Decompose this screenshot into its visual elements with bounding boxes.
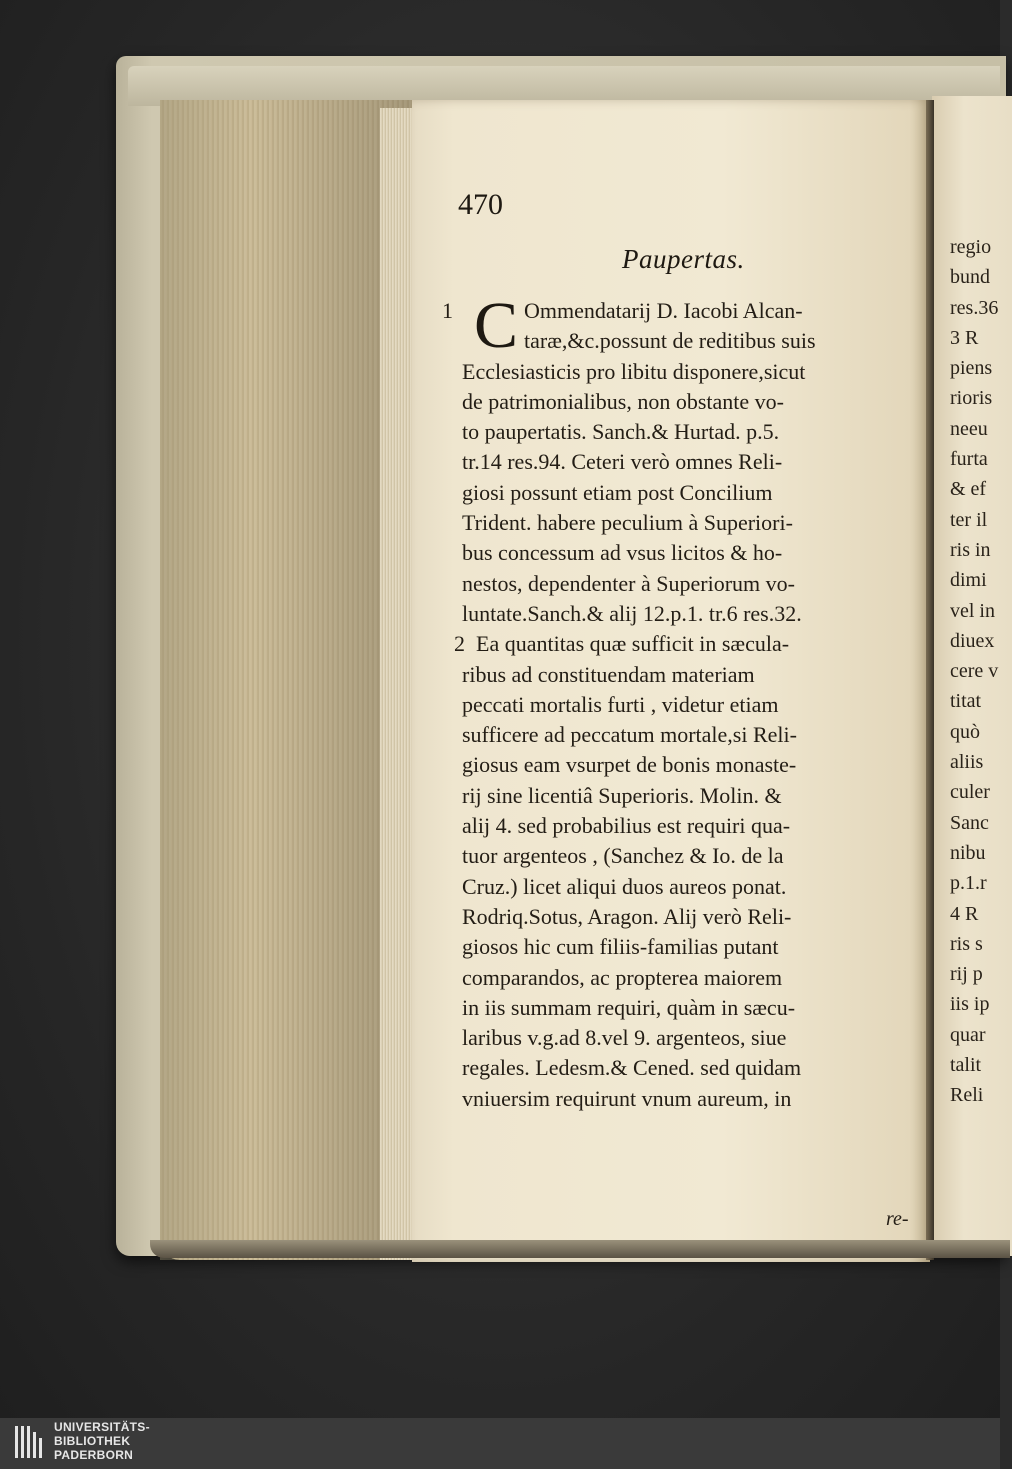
paragraph-number: 1 <box>442 298 453 323</box>
text-line <box>462 417 920 447</box>
next-page-line: & ef <box>950 478 987 501</box>
text-line <box>462 569 920 599</box>
text-line-content: bus concessum ad vsus licitos & ho- <box>462 540 783 566</box>
next-page-line: nibu <box>950 841 986 864</box>
page-number: 470 <box>458 188 503 221</box>
text-line <box>462 599 920 629</box>
text-line <box>462 296 920 326</box>
text-line <box>462 993 920 1023</box>
text-line <box>462 538 920 568</box>
next-page-line: furta <box>950 448 988 471</box>
next-page-line: iis ip <box>950 993 990 1016</box>
running-head: Paupertas. <box>622 244 745 274</box>
next-page-line: piens <box>950 357 993 380</box>
text-line <box>462 690 920 720</box>
next-page-line: Reli <box>950 1084 984 1107</box>
text-line-content: tuor argenteos , (Sanchez & Io. de la <box>462 843 784 869</box>
next-page-line: aliis <box>950 751 984 774</box>
next-page-line: titat <box>950 690 982 713</box>
text-line <box>462 932 920 962</box>
text-line-content: rij sine licentiâ Superioris. Molin. & <box>462 782 782 808</box>
text-line-content: Cruz.) licet aliqui duos aureos ponat. <box>462 873 787 899</box>
footer-bar <box>0 1418 1000 1469</box>
next-page-line: Sanc <box>950 811 989 834</box>
text-line-content: regales. Ledesm.& Cened. sed quidam <box>462 1055 802 1081</box>
book-bottom-edge <box>150 1240 1010 1258</box>
paragraph-number: 2 <box>454 631 465 657</box>
text-line <box>462 1023 920 1053</box>
text-line-content: Ea quantitas quæ sufficit in sæcula- <box>476 631 790 657</box>
text-line <box>462 750 920 780</box>
next-page-line: quar <box>950 1023 986 1046</box>
library-logo-text <box>54 1420 150 1462</box>
next-page-line: ris in <box>950 538 991 561</box>
text-line <box>462 781 920 811</box>
text-line-content: luntate.Sanch.& alij 12.p.1. tr.6 res.32. <box>462 600 802 626</box>
next-page-line: talit <box>950 1054 982 1077</box>
text-line-content: alij 4. sed probabilius est requiri qua- <box>462 813 791 839</box>
next-page-line: rij p <box>950 963 983 986</box>
text-line <box>462 660 920 690</box>
text-line-content: to paupertatis. Sanch.& Hurtad. p.5. <box>462 419 780 445</box>
text-line <box>462 720 920 750</box>
dropcap: C <box>474 289 519 362</box>
text-line-content: in iis summam requiri, quàm in sæcu- <box>462 994 796 1020</box>
text-line <box>462 478 920 508</box>
text-line-content: Ecclesiasticis pro libitu disponere,sicut <box>462 358 806 384</box>
text-line-content: Ommendatarij D. Iacobi Alcan- <box>524 298 803 323</box>
next-page-line: dimi <box>950 569 987 592</box>
next-page-line: regio <box>950 236 992 258</box>
text-line <box>462 841 920 871</box>
text-line <box>462 1084 920 1114</box>
next-page-text <box>950 232 1010 1111</box>
text-line <box>454 629 920 659</box>
library-logo-icon <box>14 1422 44 1462</box>
next-page-line: p.1.r <box>950 872 987 895</box>
text-line <box>462 902 920 932</box>
next-page-line: 4 R <box>950 902 979 925</box>
next-page-line: 3 R <box>950 326 979 349</box>
text-line-content: laribus v.g.ad 8.vel 9. argenteos, siue <box>462 1025 787 1051</box>
catchword: re- <box>886 1208 909 1230</box>
next-page-line: rioris <box>950 387 993 410</box>
text-line-content: peccati mortalis furti , videtur etiam <box>462 691 779 717</box>
next-page-line: vel in <box>950 599 995 622</box>
next-page-line: culer <box>950 781 990 804</box>
next-page-line: bund <box>950 266 990 289</box>
logo-line-1: UNIVERSITÄTS- <box>54 1420 150 1434</box>
text-line-content: tr.14 res.94. Ceteri verò omnes Reli- <box>462 449 783 475</box>
text-line <box>462 357 920 387</box>
page-text <box>442 289 920 1114</box>
book-gutter <box>926 100 934 1260</box>
next-page-line: neeu <box>950 417 988 440</box>
next-page-line: cere v <box>950 660 999 683</box>
text-line <box>462 387 920 417</box>
text-line <box>462 508 920 538</box>
next-page-line: res.36 <box>950 296 999 319</box>
text-line-content: Rodriq.Sotus, Aragon. Alij verò Reli- <box>462 903 792 929</box>
next-page-line: diuex <box>950 629 995 652</box>
text-line-content: taræ,&c.possunt de reditibus suis <box>524 328 816 354</box>
next-page-line: ter il <box>950 508 988 531</box>
text-line <box>462 963 920 993</box>
text-line-content: sufficere ad peccatum mortale,si Reli- <box>462 722 797 748</box>
text-line <box>462 811 920 841</box>
text-line <box>462 447 920 477</box>
next-page-line: ris s <box>950 932 983 955</box>
text-line-content: giosus eam vsurpet de bonis monaste- <box>462 752 797 778</box>
text-line-content: vniuersim requirunt vnum aureum, in <box>462 1085 792 1111</box>
text-line-content: giosi possunt etiam post Concilium <box>462 479 773 505</box>
next-page-line: quò <box>950 720 980 743</box>
text-line-content: Trident. habere peculium à Superiori- <box>462 510 793 536</box>
text-line-content: giosos hic cum filiis-familias putant <box>462 934 779 960</box>
text-line-content: ribus ad constituendam materiam <box>462 661 755 687</box>
logo-line-2: BIBLIOTHEK <box>54 1434 131 1448</box>
text-line <box>462 1053 920 1083</box>
text-line <box>462 872 920 902</box>
logo-line-3: PADERBORN <box>54 1448 134 1462</box>
text-line-content: de patrimonialibus, non obstante vo- <box>462 388 784 414</box>
text-line <box>462 326 920 356</box>
text-line-content: nestos, dependenter à Superiorum vo- <box>462 570 795 596</box>
text-line-content: comparandos, ac propterea maiorem <box>462 964 783 990</box>
